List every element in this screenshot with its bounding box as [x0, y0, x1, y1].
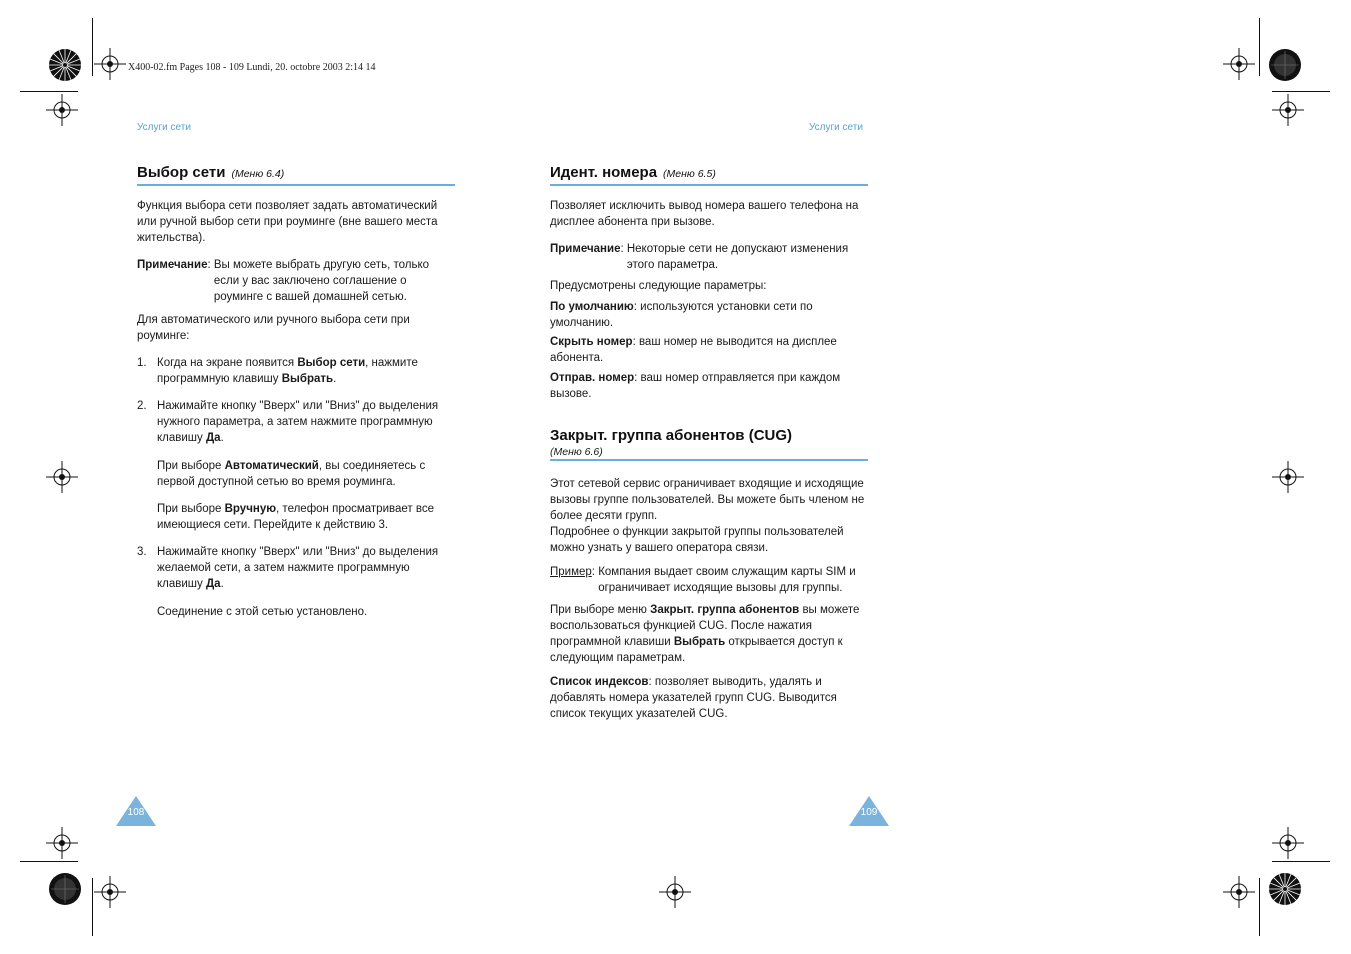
trim-line: [20, 861, 78, 862]
trim-line: [92, 878, 93, 936]
intro-paragraph: Функция выбора сети позволяет задать автоматический или ручной выбор сети при роуминге (вне вашего места жительства).: [137, 200, 438, 244]
registration-mark-icon: [1272, 94, 1304, 126]
right-page-body-2: [550, 476, 870, 722]
option-manual: При выборе Вручную, телефон просматривает все имеющиеся сети. Перейдите к действию 3.: [157, 503, 434, 531]
example-block: Пример: Компания выдает своим служащим карты SIM и ограничивает исходящие вызовы для группы.: [550, 564, 870, 596]
section-title: Закрыт. группа абонентов (CUG): [550, 427, 793, 444]
note-term: Примечание: [137, 259, 208, 271]
registration-mark-icon: [46, 94, 78, 126]
index-list-param: Список индексов: позволяет выводить, удалять и добавлять номера указателей групп CUG. Выводится список текущих указателей CUG.: [550, 676, 837, 720]
trim-line: [1272, 91, 1330, 92]
registration-mark-icon: [94, 48, 126, 80]
note-text: Вы можете выбрать другую сеть, только если у вас заключено соглашение о роуминге с вашей домашней сетью.: [213, 259, 429, 303]
note-text: Некоторые сети не допускают изменения этого параметра.: [626, 243, 849, 271]
result-paragraph: Соединение с этой сетью установлено.: [157, 606, 368, 618]
note-block: Примечание: Некоторые сети не допускают изменения этого параметра.: [550, 241, 870, 273]
heading-rule: [550, 184, 868, 186]
registration-mark-icon: [1223, 48, 1255, 80]
section-title: Выбор сети: [137, 164, 226, 181]
menu-reference: (Меню 6.5): [663, 168, 716, 180]
list-item: 1. Когда на экране появится Выбор сети, нажмите программную клавишу Выбрать.: [137, 357, 418, 385]
note-term: Примечание: [550, 243, 621, 255]
trim-line: [1259, 18, 1260, 76]
color-target-icon: [48, 872, 82, 906]
page-number-badge-right: [849, 796, 889, 826]
param-default: По умолчанию: используются установки сети по умолчанию.: [550, 301, 813, 329]
right-page-heading-1: [550, 164, 868, 186]
section-title: Идент. номера: [550, 164, 658, 181]
params-lead: Предусмотрены следующие параметры:: [550, 280, 767, 292]
cug-usage: При выборе меню Закрыт. группа абонентов вы можете воспользоваться функцией CUG. После нажатия программной клавиши Выбрать открывается доступ к следующим параметрам.: [550, 604, 860, 664]
right-page-heading-2: [550, 427, 868, 461]
page-number-badge-left: [116, 796, 156, 826]
intro-paragraph: Позволяет исключить вывод номера вашего телефона на дисплее абонента при вызове.: [550, 200, 859, 228]
trim-line: [20, 91, 78, 92]
cug-intro-more: Подробнее о функции закрытой группы пользователей можно узнать у вашего оператора связи.: [550, 526, 844, 554]
registration-mark-icon: [659, 876, 691, 908]
param-send-number: Отправ. номер: ваш номер отправляется при каждом вызове.: [550, 372, 841, 400]
page-number: 108: [127, 807, 145, 818]
trim-line: [92, 18, 93, 76]
param-hide-number: Скрыть номер: ваш номер не выводится на дисплее абонента.: [550, 336, 837, 364]
trim-line: [1259, 878, 1260, 936]
left-page-heading: [137, 164, 455, 186]
registration-mark-icon: [94, 876, 126, 908]
right-page-body-1: [550, 198, 870, 402]
registration-mark-icon: [46, 461, 78, 493]
file-meta-line: X400-02.fm Pages 108 - 109 Lundi, 20. octobre 2003 2:14 14: [128, 62, 376, 73]
registration-mark-icon: [1272, 461, 1304, 493]
menu-reference: (Меню 6.4): [231, 168, 285, 180]
list-item: 3. Нажимайте кнопку "Вверх" или "Вниз" до выделения желаемой сети, а затем нажмите программную клавишу Да.: [137, 546, 439, 590]
cug-intro: Этот сетевой сервис ограничивает входящие и исходящие вызовы группе пользователей. Вы можете быть членом не более десяти групп.: [550, 478, 865, 522]
option-automatic: При выборе Автоматический, вы соединяетесь с первой доступной сетью во время роуминга.: [157, 460, 426, 488]
example-term: Пример: [550, 566, 592, 578]
heading-rule: [137, 184, 455, 186]
page-number: 109: [860, 807, 878, 818]
running-header-left: Услуги сети: [137, 122, 191, 133]
menu-reference: (Меню 6.6): [550, 446, 603, 458]
registration-mark-icon: [46, 827, 78, 859]
example-text: Компания выдает своим служащим карты SIM и ограничивает исходящие вызовы для группы.: [598, 566, 856, 594]
left-page-body: [137, 198, 455, 620]
list-item: 2. Нажимайте кнопку "Вверх" или "Вниз" до выделения нужного параметра, а затем нажмите программную клавишу Да.: [137, 400, 439, 444]
registration-mark-icon: [1272, 827, 1304, 859]
color-target-icon: [1268, 48, 1302, 82]
lead-paragraph: Для автоматического или ручного выбора сети при роуминге:: [137, 314, 410, 342]
note-block: Примечание: Вы можете выбрать другую сеть, только если у вас заключено соглашение о роуминге с вашей домашней сетью.: [137, 257, 455, 305]
star-target-icon: [48, 48, 82, 82]
running-header-right: Услуги сети: [809, 122, 863, 133]
heading-rule: [550, 459, 868, 461]
registration-mark-icon: [1223, 876, 1255, 908]
trim-line: [1272, 861, 1330, 862]
star-target-icon: [1268, 872, 1302, 906]
